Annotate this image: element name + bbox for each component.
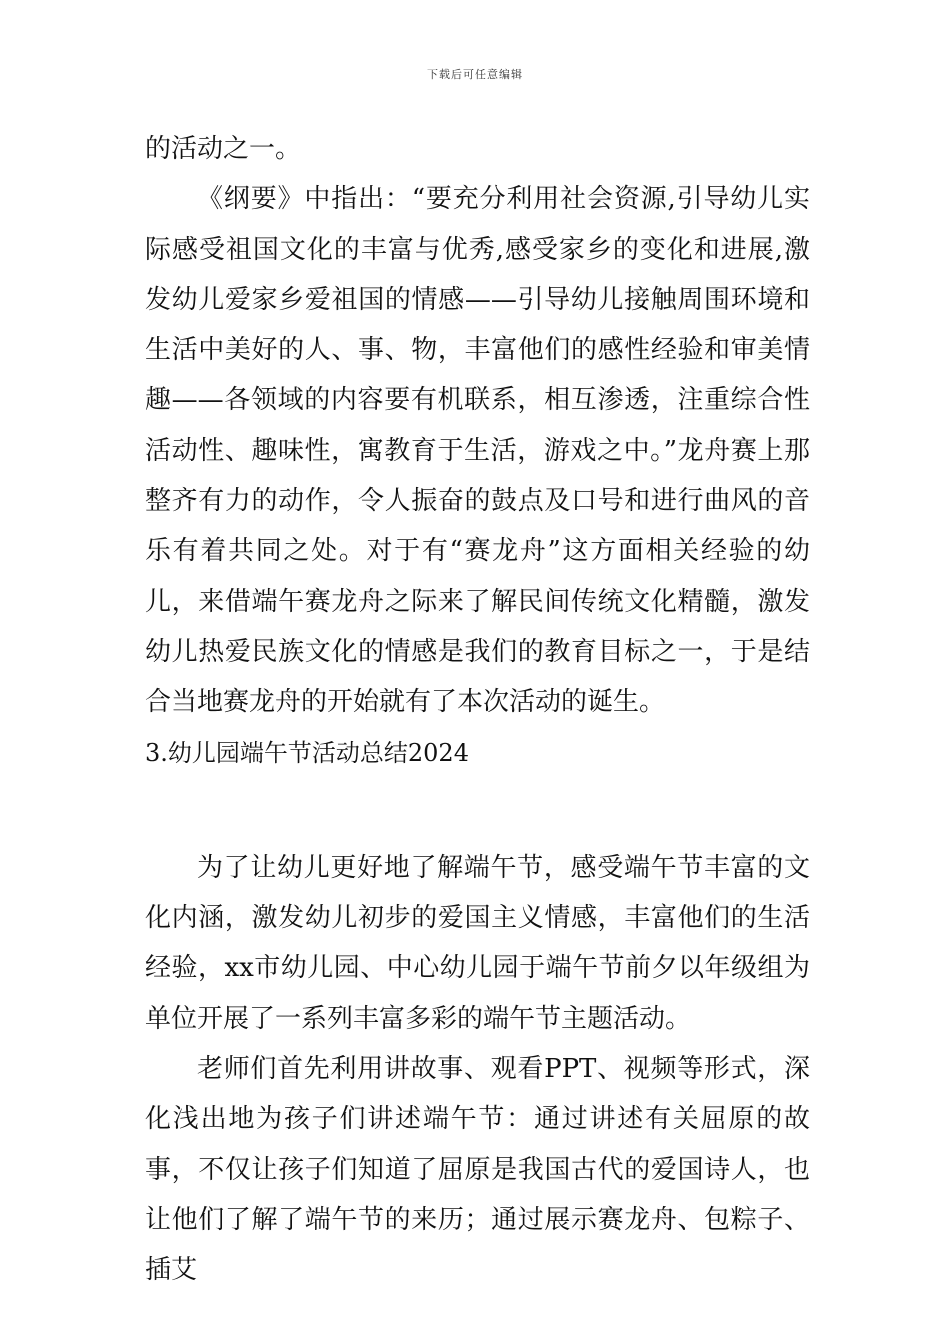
page-header-note: 下载后可任意编辑 <box>427 68 523 81</box>
paragraph-intro: 为了让幼儿更好地了解端午节，感受端午节丰富的文化内涵，激发幼儿初步的爱国主义情感，丰富他们的生活经验，xx市幼儿园、中心幼儿园于端午节前夕以年级组为单位开展了一系列丰富多彩的端午节主题活动。 <box>145 852 810 1034</box>
document-body <box>145 124 810 1296</box>
paragraph-outline-quote: 《纲要》中指出：“要充分利用社会资源,引导幼儿实际感受祖国文化的丰富与优秀,感受家乡的变化和进展,激发幼儿爱家乡爱祖国的情感——引导幼儿接触周围环境和生活中美好的人、事、物，丰富他们的感性经验和审美情趣——各领域的内容要有机联系，相互渗透，注重综合性活动性、趣味性，寓教育于生活，游戏之中。”龙舟赛上那整齐有力的动作，令人振奋的鼓点及口号和进行曲风的音乐有着共同之处。对于有“赛龙舟”这方面相关经验的幼儿，来借端午赛龙舟之际来了解民间传统文化精髓，激发幼儿热爱民族文化的情感是我们的教育目标之一，于是结合当地赛龙舟的开始就有了本次活动的诞生。 <box>145 184 810 718</box>
section-spacer <box>145 778 810 843</box>
paragraph-continuation: 的活动之一。 <box>145 134 302 164</box>
paragraph-teachers: 老师们首先利用讲故事、观看PPT、视频等形式，深化浅出地为孩子们讲述端午节：通过讲述有关屈原的故事，不仅让孩子们知道了屈原是我国古代的爱国诗人，也让他们了解了端午节的来历；通过展示赛龙舟、包粽子、插艾 <box>145 1054 810 1286</box>
section-heading: 3.幼儿园端午节活动总结2024 <box>145 738 469 767</box>
